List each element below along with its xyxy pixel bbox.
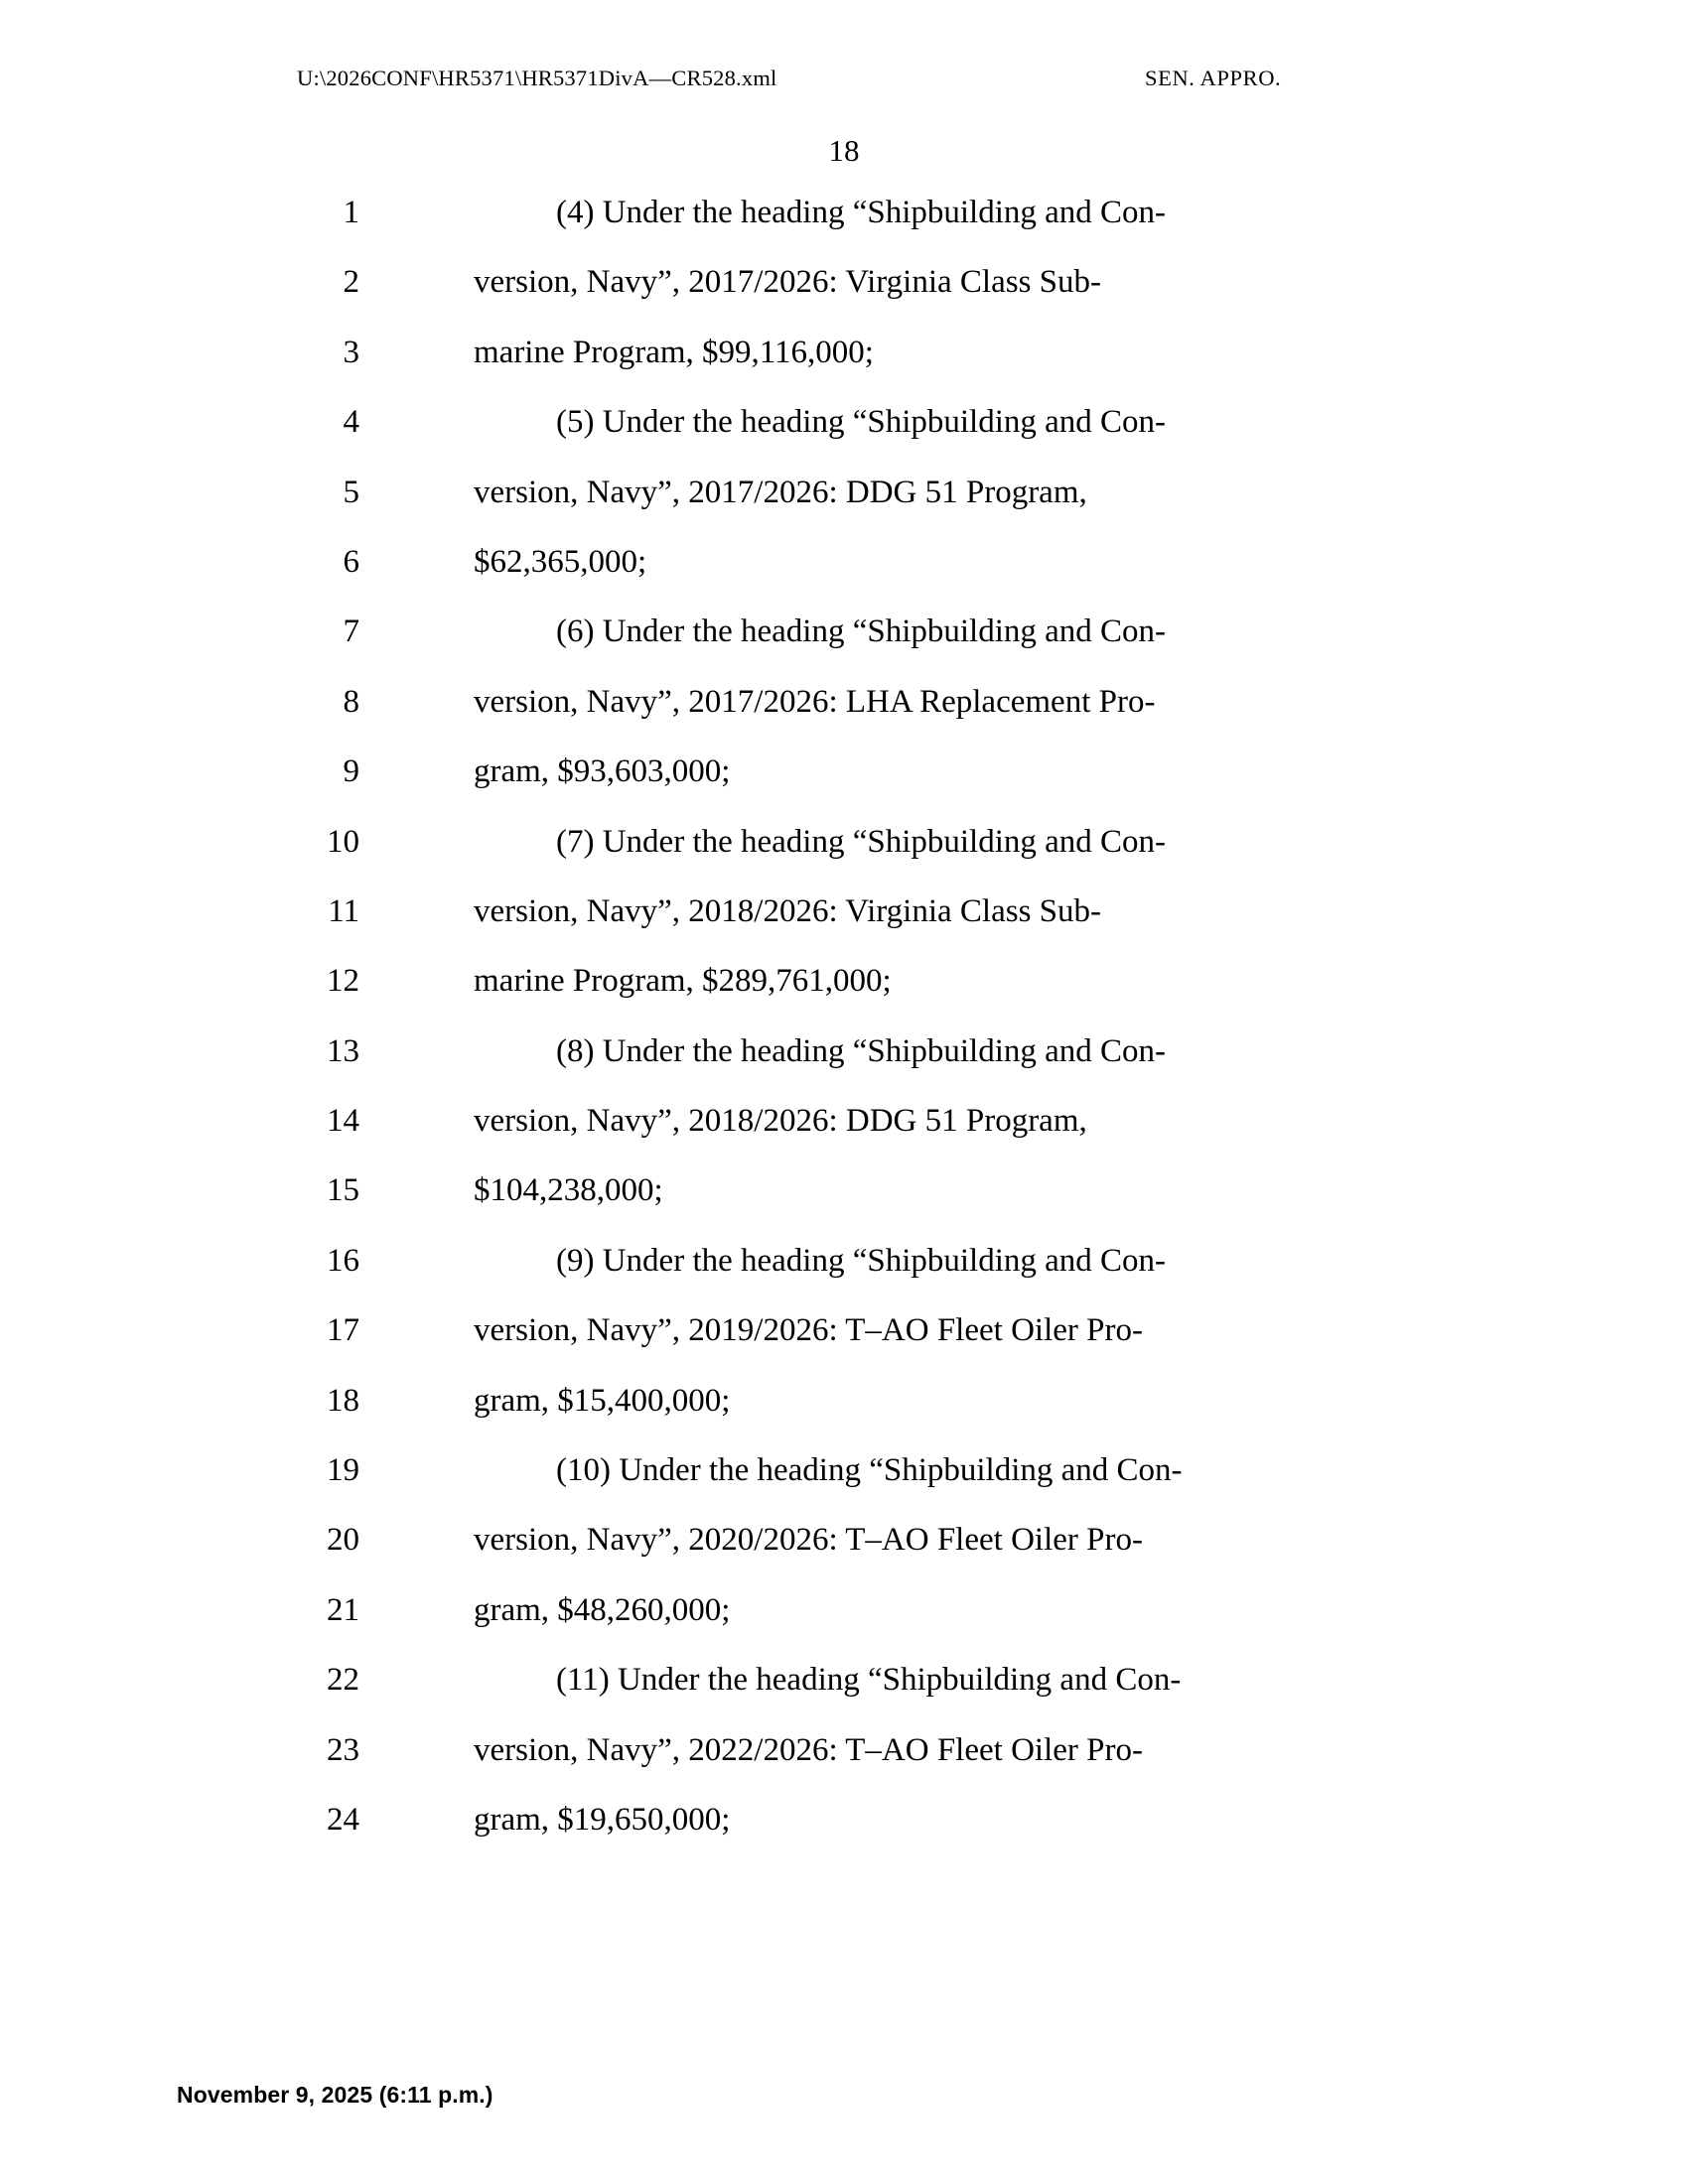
line-content: (5) Under the heading “Shipbuilding and Con- (556, 404, 1167, 441)
line-content: $104,238,000; (474, 1172, 663, 1209)
line-content: (8) Under the heading “Shipbuilding and Con- (556, 1032, 1167, 1069)
line-content: marine Program, $99,116,000; (474, 334, 874, 370)
text-line (0, 1168, 1688, 1238)
running-head (0, 66, 1688, 105)
text-line (0, 1518, 1688, 1587)
line-number: 16 (327, 1242, 359, 1279)
line-number: 24 (327, 1801, 359, 1838)
line-content: version, Navy”, 2019/2026: T–AO Fleet Oiler Pro- (474, 1312, 1143, 1349)
line-number: 15 (327, 1172, 359, 1209)
line-content: version, Navy”, 2018/2026: Virginia Class Sub- (474, 892, 1102, 929)
line-number: 3 (343, 334, 359, 370)
line-number: 7 (343, 614, 359, 650)
line-content: marine Program, $289,761,000; (474, 963, 892, 1000)
line-number: 9 (343, 753, 359, 790)
line-content: version, Navy”, 2017/2026: LHA Replacement Pro- (474, 683, 1156, 720)
line-number: 10 (327, 823, 359, 860)
line-number: 2 (343, 264, 359, 301)
line-number: 5 (343, 474, 359, 510)
line-content: (9) Under the heading “Shipbuilding and Con- (556, 1242, 1167, 1279)
line-number: 12 (327, 963, 359, 1000)
text-line (0, 1588, 1688, 1658)
text-line (0, 1099, 1688, 1168)
text-line (0, 1379, 1688, 1448)
line-content: version, Navy”, 2020/2026: T–AO Fleet Oiler Pro- (474, 1522, 1143, 1559)
line-content: (11) Under the heading “Shipbuilding and Con- (556, 1662, 1182, 1699)
page-number: 18 (828, 133, 860, 168)
line-number: 6 (343, 543, 359, 580)
line-number: 23 (327, 1731, 359, 1768)
text-line (0, 680, 1688, 750)
line-number: 20 (327, 1522, 359, 1559)
line-number: 13 (327, 1032, 359, 1069)
line-content: version, Navy”, 2017/2026: Virginia Class Sub- (474, 264, 1102, 301)
text-line (0, 1239, 1688, 1308)
text-line (0, 959, 1688, 1028)
line-number: 1 (343, 195, 359, 230)
text-line (0, 1658, 1688, 1727)
line-content: version, Navy”, 2018/2026: DDG 51 Program, (474, 1103, 1087, 1140)
line-content: gram, $93,603,000; (474, 753, 731, 790)
line-number: 4 (343, 404, 359, 441)
line-number: 14 (327, 1103, 359, 1140)
line-number: 8 (343, 683, 359, 720)
line-content: version, Navy”, 2017/2026: DDG 51 Program, (474, 474, 1087, 510)
text-line (0, 820, 1688, 889)
line-content: gram, $15,400,000; (474, 1382, 731, 1419)
text-line (0, 400, 1688, 470)
line-number: 18 (327, 1382, 359, 1419)
text-line (0, 1308, 1688, 1378)
text-line (0, 1728, 1688, 1798)
text-line (0, 471, 1688, 540)
line-content: (7) Under the heading “Shipbuilding and Con- (556, 823, 1167, 860)
line-number: 17 (327, 1312, 359, 1349)
text-line (0, 331, 1688, 400)
text-line (0, 1798, 1688, 1867)
line-content: (6) Under the heading “Shipbuilding and Con- (556, 614, 1167, 650)
text-line (0, 610, 1688, 679)
line-content: gram, $48,260,000; (474, 1591, 731, 1628)
footer-timestamp: November 9, 2025 (6:11 p.m.) (177, 2082, 493, 2108)
header-file-path: U:\2026CONF\HR5371\HR5371DivA—CR528.xml (297, 66, 777, 90)
text-line (0, 191, 1688, 260)
header-committee-label: SEN. APPRO. (1145, 66, 1282, 90)
line-number: 21 (327, 1591, 359, 1628)
text-line (0, 540, 1688, 610)
line-content: version, Navy”, 2022/2026: T–AO Fleet Oiler Pro- (474, 1731, 1143, 1768)
text-line (0, 260, 1688, 330)
line-content: (4) Under the heading “Shipbuilding and Con- (556, 195, 1167, 230)
numbered-text-block (0, 191, 1688, 1867)
line-content: (10) Under the heading “Shipbuilding and Con- (556, 1452, 1183, 1489)
text-line (0, 889, 1688, 959)
line-content: gram, $19,650,000; (474, 1801, 731, 1838)
line-number: 22 (327, 1662, 359, 1699)
text-line (0, 1029, 1688, 1099)
line-content: $62,365,000; (474, 543, 647, 580)
line-number: 11 (328, 892, 359, 929)
line-number: 19 (327, 1452, 359, 1489)
text-line (0, 1448, 1688, 1518)
text-line (0, 750, 1688, 819)
